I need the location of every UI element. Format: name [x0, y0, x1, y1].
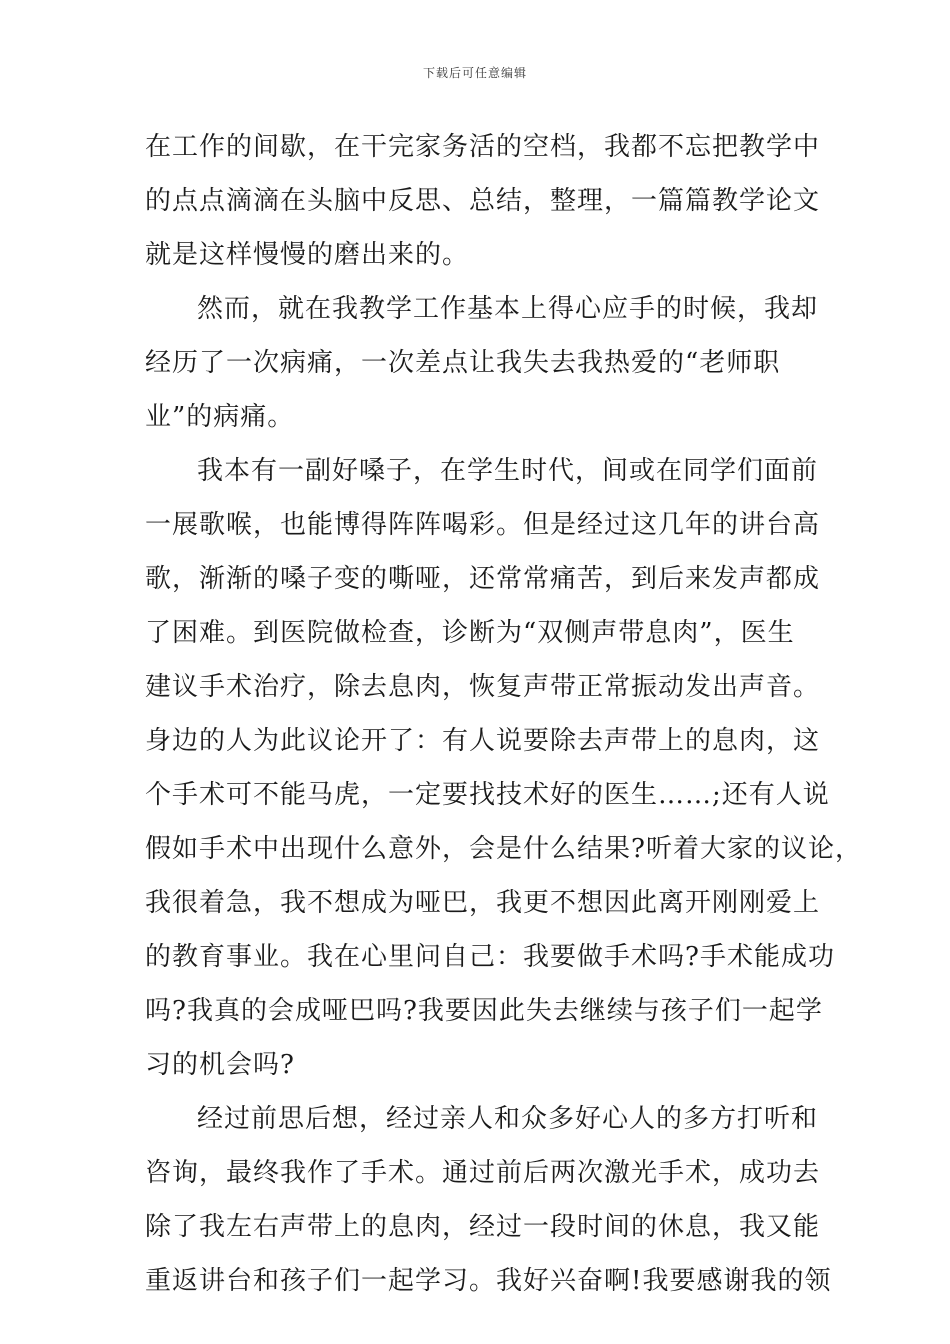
text-line: 了困难。到医院做检查，诊断为“双侧声带息肉”，医生 — [145, 618, 795, 648]
text-line: 身边的人为此议论开了：有人说要除去声带上的息肉，这 — [145, 726, 821, 756]
text-line: 在工作的间歇，在干完家务活的空档，我都不忘把教学中 — [145, 132, 821, 162]
text-line: 就是这样慢慢的磨出来的。 — [145, 240, 470, 270]
text-line: 除了我左右声带上的息肉，经过一段时间的休息，我又能 — [145, 1212, 821, 1242]
text-line: 经历了一次病痛，一次差点让我失去我热爱的“老师职 — [145, 348, 781, 378]
text-line: 业”的病痛。 — [145, 402, 295, 432]
text-line: 的教育事业。我在心里问自己：我要做手术吗?手术能成功 — [145, 942, 835, 972]
text-line: 我很着急，我不想成为哑巴，我更不想因此离开刚刚爱上 — [145, 888, 821, 918]
paragraph-start-line: 然而，就在我教学工作基本上得心应手的时候，我却 — [197, 294, 819, 324]
paragraph-start-line: 我本有一副好嗓子，在学生时代，间或在同学们面前 — [197, 456, 819, 486]
text-line: 歌，渐渐的嗓子变的嘶哑，还常常痛苦，到后来发声都成 — [145, 564, 821, 594]
text-line: 一展歌喉，也能博得阵阵喝彩。但是经过这几年的讲台高 — [145, 510, 821, 540]
text-line: 重返讲台和孩子们一起学习。我好兴奋啊!我要感谢我的领 — [145, 1266, 832, 1296]
text-line: 个手术可不能马虎，一定要找技术好的医生……;还有人说 — [145, 780, 830, 810]
document-body — [145, 120, 862, 1308]
paragraph-start-line: 经过前思后想，经过亲人和众多好心人的多方打听和 — [197, 1104, 819, 1134]
text-line: 的点点滴滴在头脑中反思、总结，整理，一篇篇教学论文 — [145, 186, 821, 216]
text-line: 吗?我真的会成哑巴吗?我要因此失去继续与孩子们一起学 — [145, 996, 823, 1026]
text-line: 习的机会吗? — [145, 1050, 295, 1080]
text-line: 建议手术治疗，除去息肉，恢复声带正常振动发出声音。 — [145, 672, 821, 702]
text-line: 咨询，最终我作了手术。通过前后两次激光手术，成功去 — [145, 1158, 821, 1188]
page-header-note: 下载后可任意编辑 — [422, 66, 527, 80]
text-line: 假如手术中出现什么意外，会是什么结果?听着大家的议论， — [145, 834, 862, 864]
